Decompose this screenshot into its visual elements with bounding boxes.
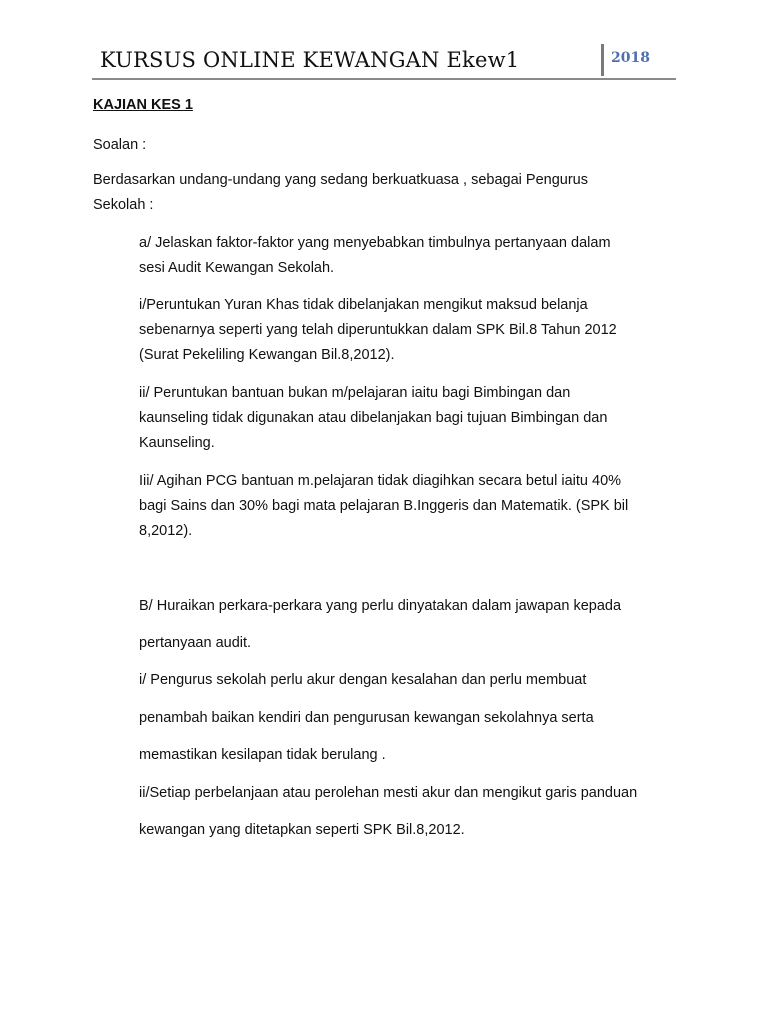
answer-b-ii-line-2: kewangan yang ditetapkan seperti SPK Bil.8,2012.	[139, 822, 465, 838]
header-vertical-rule	[601, 44, 604, 76]
answer-a-i-line-2: sebenarnya seperti yang telah diperuntukkan dalam SPK Bil.8 Tahun 2012	[139, 322, 617, 338]
question-a-line-2: sesi Audit Kewangan Sekolah.	[139, 260, 335, 276]
intro-line-2: Sekolah :	[93, 197, 154, 213]
answer-b-i-line-3: memastikan kesilapan tidak berulang .	[139, 747, 386, 763]
answer-a-ii-line-1: ii/ Peruntukan bantuan bukan m/pelajaran iaitu bagi Bimbingan dan	[139, 385, 571, 401]
question-b-line-2: pertanyaan audit.	[139, 635, 252, 651]
question-a-line-1: a/ Jelaskan faktor-faktor yang menyebabkan timbulnya pertanyaan dalam	[139, 235, 611, 251]
question-b-line-1: B/ Huraikan perkara-perkara yang perlu dinyatakan dalam jawapan kepada	[139, 598, 622, 614]
answer-a-ii-line-2: kaunseling tidak digunakan atau dibelanjakan bagi tujuan Bimbingan dan	[139, 410, 608, 426]
header-horizontal-rule	[92, 78, 676, 80]
answer-b-i-line-2: penambah baikan kendiri dan pengurusan kewangan sekolahnya serta	[139, 710, 594, 726]
answer-b-ii-line-1: ii/Setiap perbelanjaan atau perolehan mesti akur dan mengikut garis panduan	[139, 785, 638, 801]
answer-a-i-line-3: (Surat Pekeliling Kewangan Bil.8,2012).	[139, 347, 395, 363]
header-year: 2018	[611, 50, 650, 66]
answer-a-iii-line-3: 8,2012).	[139, 523, 193, 539]
answer-a-iii-line-1: Iii/ Agihan PCG bantuan m.pelajaran tidak diagihkan secara betul iaitu 40%	[139, 473, 622, 489]
header-title: KURSUS ONLINE KEWANGAN Ekew1	[100, 48, 520, 72]
soalan-label: Soalan :	[93, 137, 147, 153]
intro-line-1: Berdasarkan undang-undang yang sedang berkuatkuasa , sebagai Pengurus	[93, 172, 588, 188]
answer-a-i-line-1: i/Peruntukan Yuran Khas tidak dibelanjakan mengikut maksud belanja	[139, 297, 588, 313]
answer-b-i-line-1: i/ Pengurus sekolah perlu akur dengan kesalahan dan perlu membuat	[139, 672, 587, 688]
answer-a-iii-line-2: bagi Sains dan 30% bagi mata pelajaran B.Inggeris dan Matematik. (SPK bil	[139, 498, 629, 514]
section-heading: KAJIAN KES 1	[93, 97, 193, 113]
answer-a-ii-line-3: Kaunseling.	[139, 435, 215, 451]
